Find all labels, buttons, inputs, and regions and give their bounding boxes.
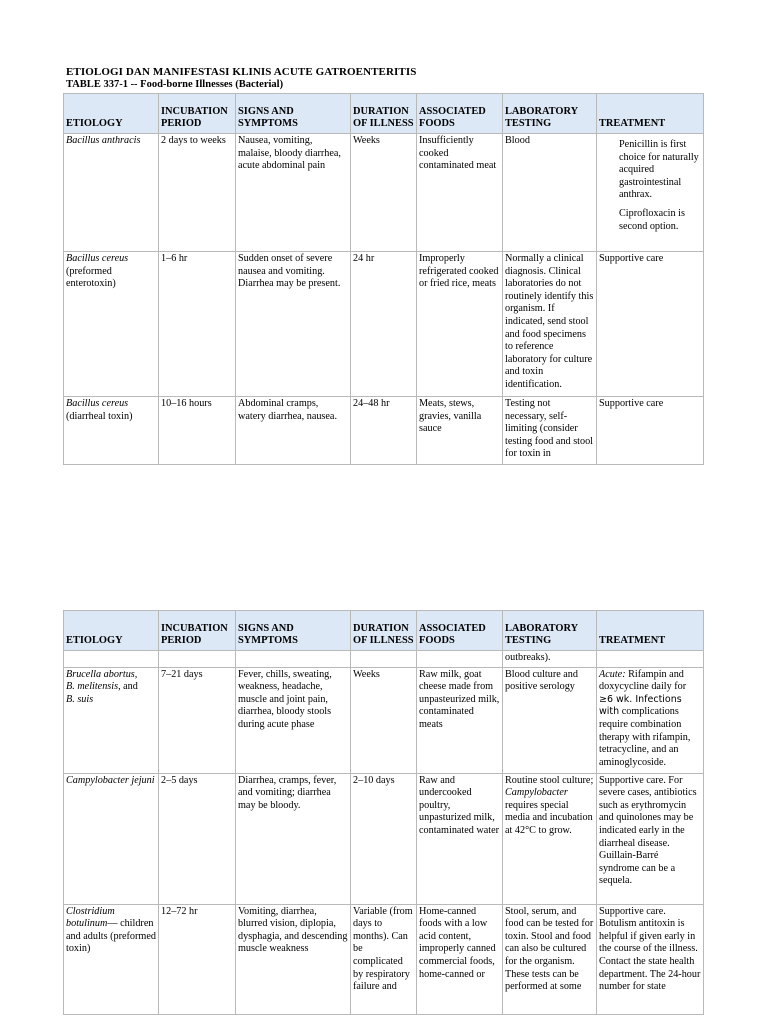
treatment-acute-label: Acute:	[599, 668, 626, 680]
organism-name: Brucella abortus,	[66, 668, 138, 680]
food-illness-table-2	[63, 610, 704, 1015]
organism-name: Clostridium botulinum	[66, 905, 115, 930]
cell-foods: Raw and undercooked poultry, unpasturized milk, contaminated water	[417, 773, 503, 904]
document-title: ETIOLOGI DAN MANIFESTASI KLINIS ACUTE GATROENTERITIS	[66, 66, 417, 78]
organism-name: Bacillus anthracis	[66, 135, 141, 146]
cell-duration: Weeks	[351, 134, 417, 252]
cell-duration: 24–48 hr	[351, 397, 417, 465]
organism-note: (preformed enterotoxin)	[66, 265, 116, 290]
cell-etiology	[64, 904, 159, 1014]
cell-signs: Vomiting, diarrhea, blurred vision, diplopia, dysphagia, and descending muscle weakness	[236, 904, 351, 1014]
organism-name: Bacillus cereus	[66, 398, 129, 409]
cell-etiology	[64, 134, 159, 252]
lab-text: Routine stool culture;	[505, 774, 594, 786]
cell-incubation: 1–6 hr	[159, 252, 236, 397]
organism-note: (diarrheal toxin)	[66, 410, 133, 422]
treatment-paragraph: Ciprofloxacin is second option.	[619, 207, 685, 232]
cell-etiology	[64, 773, 159, 904]
organism-name: Campylobacter	[505, 787, 568, 799]
table-row	[64, 397, 704, 465]
table-header-row	[64, 94, 704, 134]
cell-duration: 2–10 days	[351, 773, 417, 904]
header-duration: DURATION OF ILLNESS	[351, 94, 417, 134]
table-row	[64, 904, 704, 1014]
cell-foods: Insufficiently cooked contaminated meat	[417, 134, 503, 252]
lab-text: requires special media and incubation at 42°C to grow.	[505, 799, 593, 836]
cell-etiology	[64, 252, 159, 397]
cell-lab	[503, 773, 597, 904]
cell-empty	[597, 651, 704, 668]
cell-treatment: Supportive care. Botulism antitoxin is helpful if given early in the course of the illness. Contact the state health department. The 24-hour number for state	[597, 904, 704, 1014]
cell-duration: Weeks	[351, 667, 417, 773]
cell-treatment: Supportive care	[597, 252, 704, 397]
cell-treatment: Supportive care. For severe cases, antibiotics such as erythromycin and quinolones may be indicated early in the diarrheal disease. Guillain-Barré syndrome can be a sequela.	[597, 773, 704, 904]
organism-name: B. suis	[66, 693, 94, 705]
cell-incubation: 12–72 hr	[159, 904, 236, 1014]
cell-duration: Variable (from days to months). Can be complicated by respiratory failure and	[351, 904, 417, 1014]
header-lab: LABORATORY TESTING	[503, 611, 597, 651]
cell-etiology	[64, 397, 159, 465]
organism-conjunction: , and	[118, 681, 138, 693]
cell-treatment	[597, 134, 704, 252]
table-row	[64, 667, 704, 773]
header-foods: ASSOCIATED FOODS	[417, 611, 503, 651]
cell-empty	[64, 651, 159, 668]
food-illness-table-1	[63, 93, 704, 465]
cell-lab: Testing not necessary, self-limiting (consider testing food and stool for toxin in	[503, 397, 597, 465]
cell-lab: Normally a clinical diagnosis. Clinical laboratories do not routinely identify this organism. If indicated, send stool and food specimens to reference laboratory for culture and toxin identification.	[503, 252, 597, 397]
cell-signs: Diarrhea, cramps, fever, and vomiting; diarrhea may be bloody.	[236, 773, 351, 904]
organism-note: — children and adults (preformed toxin)	[66, 918, 156, 955]
table-row	[64, 651, 704, 668]
header-lab: LABORATORY TESTING	[503, 94, 597, 134]
organism-name: Bacillus cereus	[66, 253, 129, 264]
cell-empty	[417, 651, 503, 668]
cell-foods: Meats, stews, gravies, vanilla sauce	[417, 397, 503, 465]
treatment-text: complications require combination therapy with rifampin, tetracycline, and an aminoglycoside.	[599, 706, 691, 768]
cell-signs: Abdominal cramps, watery diarrhea, nausea.	[236, 397, 351, 465]
cell-lab: Blood culture and positive serology	[503, 667, 597, 773]
cell-foods: Raw milk, goat cheese made from unpasteurized milk, contaminated meats	[417, 667, 503, 773]
header-duration: DURATION OF ILLNESS	[351, 611, 417, 651]
cell-empty	[236, 651, 351, 668]
header-etiology: ETIOLOGY	[64, 94, 159, 134]
organism-name: Campylobacter jejuni	[66, 774, 155, 786]
table-row	[64, 773, 704, 904]
treatment-paragraph: Penicillin is first choice for naturally acquired gastrointestinal anthrax.	[619, 139, 699, 201]
header-incubation: INCUBATION PERIOD	[159, 94, 236, 134]
treatment-text: Rifampin and doxycycline daily for	[599, 668, 687, 693]
table-row	[64, 252, 704, 397]
header-treatment: TREATMENT	[597, 94, 704, 134]
cell-etiology	[64, 667, 159, 773]
cell-foods: Improperly refrigerated cooked or fried rice, meats	[417, 252, 503, 397]
header-signs: SIGNS AND SYMPTOMS	[236, 611, 351, 651]
cell-lab: Blood	[503, 134, 597, 252]
cell-incubation: 10–16 hours	[159, 397, 236, 465]
cell-signs: Nausea, vomiting, malaise, bloody diarrhea, acute abdominal pain	[236, 134, 351, 252]
table-row	[64, 134, 704, 252]
cell-treatment	[597, 667, 704, 773]
header-signs: SIGNS AND SYMPTOMS	[236, 94, 351, 134]
header-treatment: TREATMENT	[597, 611, 704, 651]
cell-lab-continuation: outbreaks).	[503, 651, 597, 668]
cell-incubation: 2 days to weeks	[159, 134, 236, 252]
cell-signs: Sudden onset of severe nausea and vomiting. Diarrhea may be present.	[236, 252, 351, 397]
cell-lab: Stool, serum, and food can be tested for toxin. Stool and food can also be cultured for the organism. These tests can be performed at some	[503, 904, 597, 1014]
cell-foods: Home-canned foods with a low acid content, improperly canned commercial foods, home-canned or	[417, 904, 503, 1014]
cell-treatment: Supportive care	[597, 397, 704, 465]
treatment-text: ≥6 wk. Infections with	[599, 693, 682, 718]
cell-signs: Fever, chills, sweating, weakness, headache, muscle and joint pain, diarrhea, bloody stools during acute phase	[236, 667, 351, 773]
cell-duration: 24 hr	[351, 252, 417, 397]
cell-empty	[159, 651, 236, 668]
organism-name: B. melitensis	[66, 681, 119, 693]
table-caption: TABLE 337-1 -- Food-borne Illnesses (Bacterial)	[66, 79, 284, 90]
header-foods: ASSOCIATED FOODS	[417, 94, 503, 134]
header-incubation: INCUBATION PERIOD	[159, 611, 236, 651]
cell-incubation: 2–5 days	[159, 773, 236, 904]
header-etiology: ETIOLOGY	[64, 611, 159, 651]
cell-empty	[351, 651, 417, 668]
cell-incubation: 7–21 days	[159, 667, 236, 773]
table-header-row	[64, 611, 704, 651]
